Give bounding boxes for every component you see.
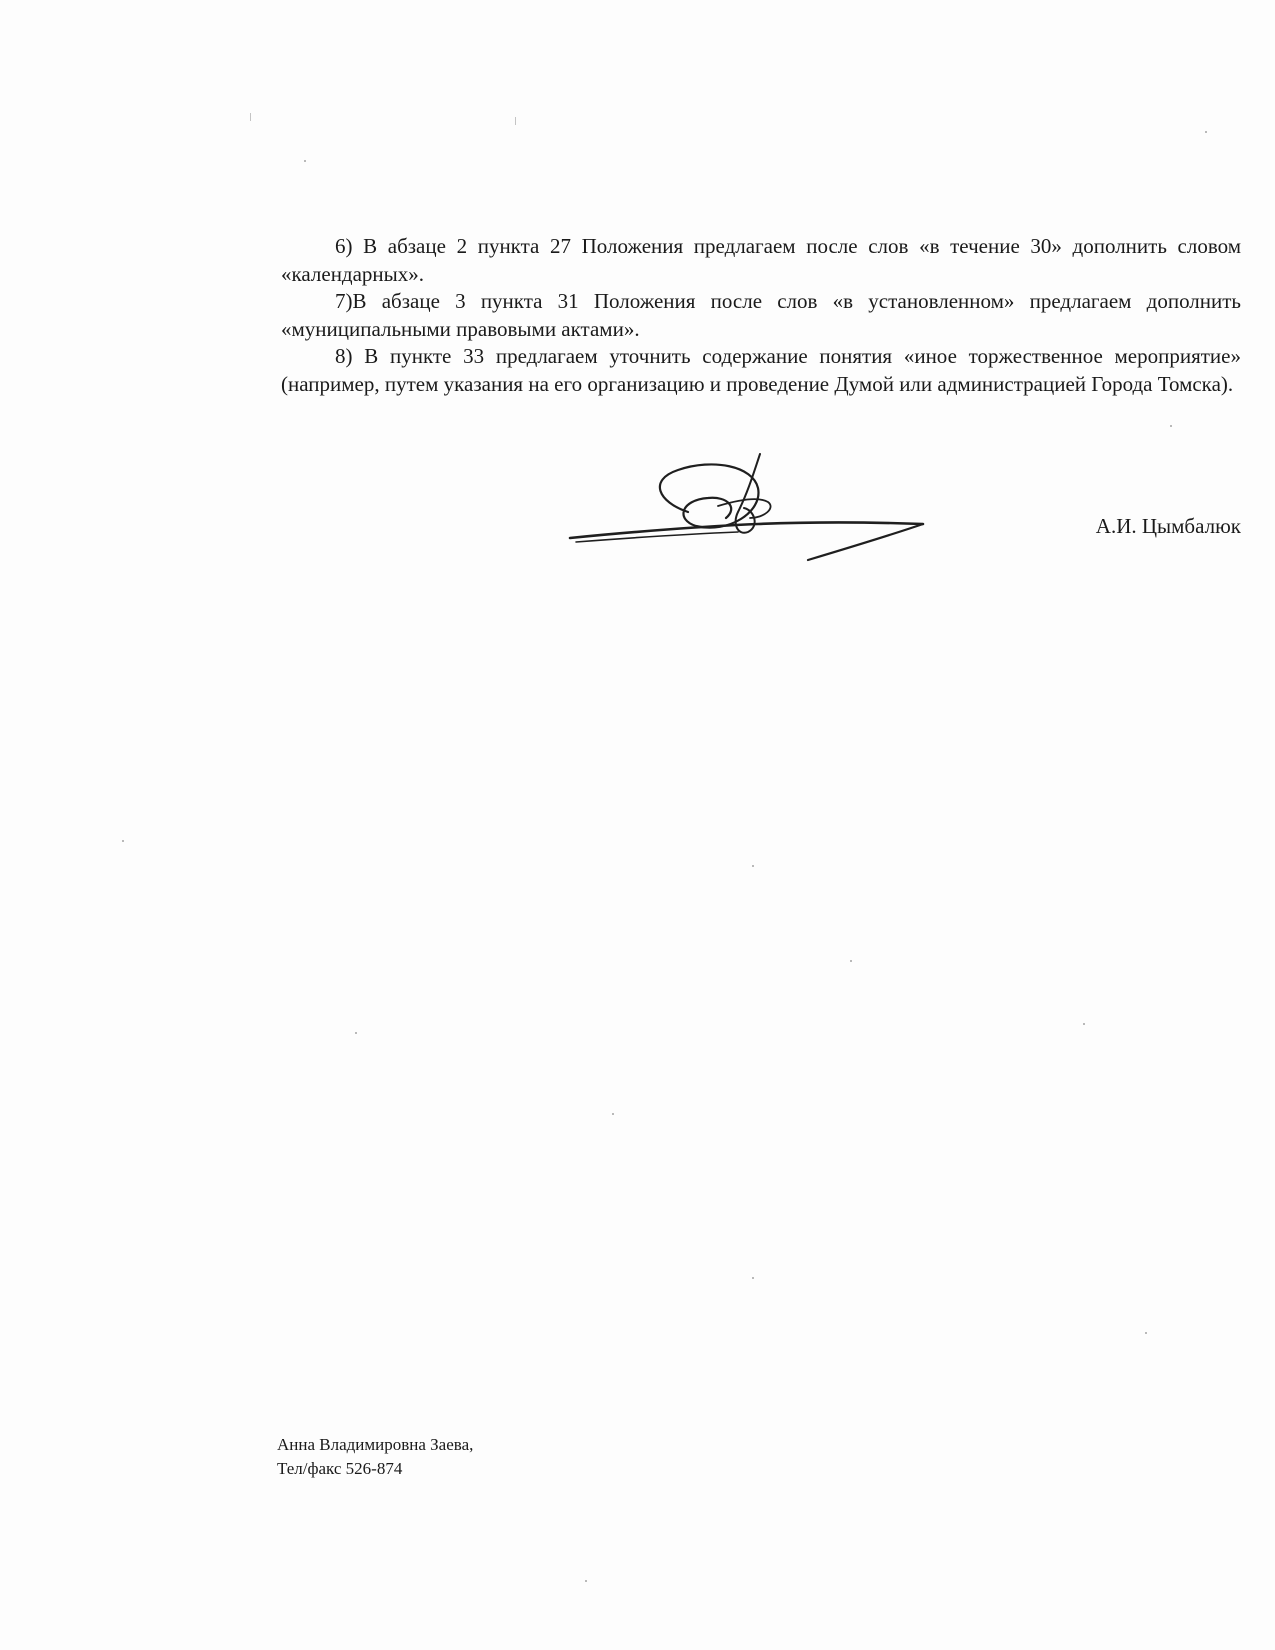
scan-speck: [304, 160, 306, 162]
scan-speck: [122, 840, 124, 842]
scan-mark: [250, 113, 251, 121]
contact-name: Анна Владимировна Заева,: [277, 1435, 474, 1454]
scan-speck: [850, 960, 852, 962]
signatory-name: А.И. Цымбалюк: [1095, 514, 1241, 538]
paragraph-8: 8) В пункте 33 предлагаем уточнить содержание понятия «иное торжественное мероприятие» (например, путем указания на его организацию и проведение Думой или администрацией Города Томска).: [281, 344, 1241, 396]
scan-speck: [355, 1032, 357, 1034]
scan-mark: [515, 117, 516, 125]
letter-body: [281, 233, 1241, 398]
scan-speck: [752, 1277, 754, 1279]
scan-speck: [1145, 1332, 1147, 1334]
paragraph-7: 7)В абзаце 3 пункта 31 Положения после слов «в установленном» предлагаем дополнить «муниципальными правовыми актами».: [281, 289, 1241, 341]
scan-speck: [1205, 131, 1207, 133]
scan-speck: [612, 1113, 614, 1115]
handwritten-signature: [568, 452, 928, 562]
contact-block: [277, 1433, 473, 1481]
scan-speck: [1083, 1023, 1085, 1025]
paragraph-6: 6) В абзаце 2 пункта 27 Положения предлагаем после слов «в течение 30» дополнить словом «календарных».: [281, 234, 1241, 286]
scan-speck: [585, 1580, 587, 1582]
scan-speck: [1170, 425, 1172, 427]
scan-speck: [752, 865, 754, 867]
contact-phone: Тел/факс 526-874: [277, 1459, 403, 1478]
